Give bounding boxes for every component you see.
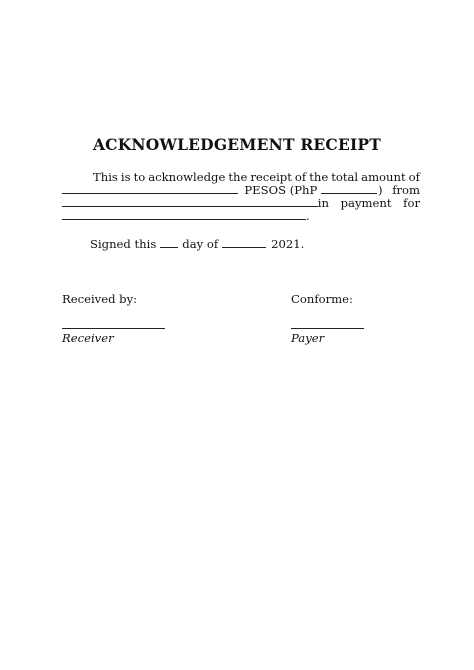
word: amount: [361, 170, 406, 184]
day-of-label: day of: [182, 237, 219, 251]
word: This: [93, 170, 118, 184]
payer-name-blank[interactable]: [62, 196, 318, 207]
month-blank[interactable]: [222, 237, 266, 248]
payer-signature-line[interactable]: [291, 328, 364, 329]
period: .: [306, 209, 310, 223]
word: of: [408, 170, 420, 184]
word: receipt: [250, 170, 292, 184]
amount-php-blank[interactable]: [321, 183, 377, 194]
receiver-role: Receiver: [62, 331, 114, 345]
paragraph-line-2: [62, 183, 420, 197]
signed-prefix: Signed this: [90, 237, 157, 251]
word: to: [133, 170, 146, 184]
word: acknowledge: [148, 170, 226, 184]
word: the: [309, 170, 329, 184]
word: of: [294, 170, 307, 184]
from-label: ) from: [377, 183, 420, 197]
payer-role: Payer: [291, 331, 325, 345]
conforme-label: Conforme:: [291, 292, 353, 306]
amount-words-blank[interactable]: [62, 183, 238, 194]
document-title: ACKNOWLEDGEMENT RECEIPT: [92, 135, 382, 154]
year-label: 2021.: [271, 237, 305, 251]
signed-line: [90, 237, 304, 251]
payment-purpose-blank[interactable]: [62, 209, 306, 220]
day-blank[interactable]: [160, 237, 178, 248]
in-payment-label: in payment for: [317, 196, 420, 210]
word: the: [228, 170, 248, 184]
pesos-label: PESOS (PhP: [244, 183, 318, 197]
received-by-label: Received by:: [62, 292, 138, 306]
paragraph-line-3: [62, 196, 420, 210]
paragraph-line-1: [62, 170, 420, 184]
paragraph-line-4: [62, 209, 310, 223]
paragraph-indent: [62, 170, 90, 184]
word: total: [331, 170, 359, 184]
receiver-signature-line[interactable]: [62, 328, 165, 329]
word: is: [120, 170, 131, 184]
